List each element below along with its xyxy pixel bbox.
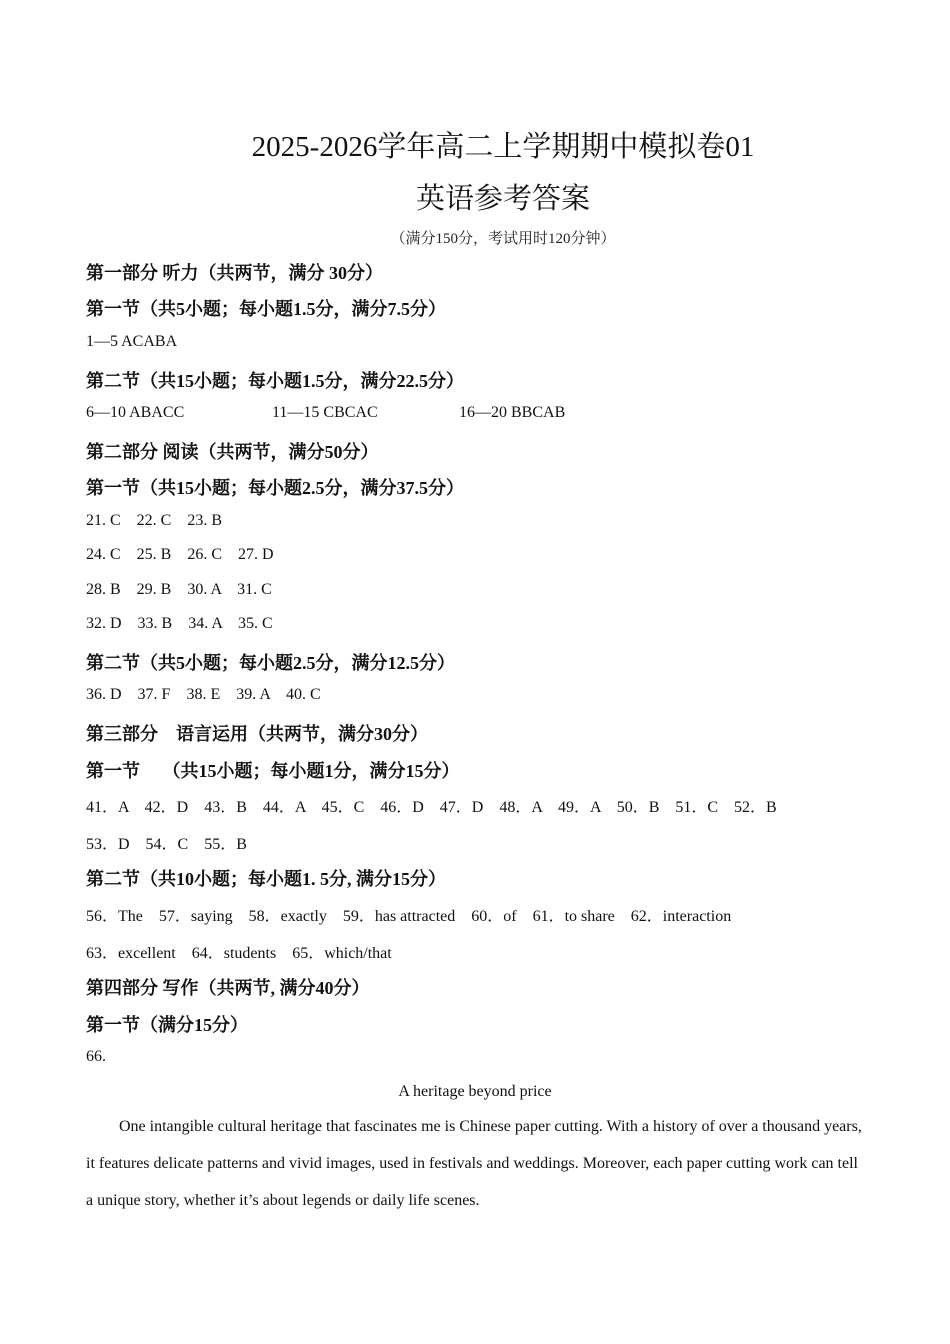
part3-heading: 第三部分 语言运用（共两节，满分30分）	[86, 724, 428, 744]
document-subtitle: 英语参考答案	[415, 183, 590, 215]
p2s2-answers: 36. D 37. F 38. E 39. A 40. C	[86, 686, 321, 703]
p1s2-answers-a: 6—10 ABACC	[86, 404, 185, 421]
p4s1-heading: 第一节（满分15分）	[86, 1015, 248, 1035]
p3s1-answers-row2: 53．D 54．C 55．B	[86, 836, 247, 853]
p1s2-heading: 第二节（共15小题；每小题1.5分，满分22.5分）	[86, 371, 464, 391]
p1s2-answers-c: 16—20 BBCAB	[459, 404, 566, 421]
p2s1-answers-row1: 21. C 22. C 23. B	[86, 512, 223, 529]
p2s1-answers-row2: 24. C 25. B 26. C 27. D	[86, 546, 274, 563]
p3s1-answers-row1: 41．A 42．D 43．B 44．A 45．C 46．D 47．D 48．A 49．A 50．B 51．C 52．B	[86, 799, 777, 816]
part4-heading: 第四部分 写作（共两节, 满分40分）	[86, 978, 370, 998]
p2s1-answers-row3: 28. B 29. B 30. A 31. C	[86, 581, 272, 598]
p3s2-heading: 第二节（共10小题；每小题1. 5分, 满分15分）	[86, 869, 446, 889]
essay-body: One intangible cultural heritage that fascinates me is Chinese paper cutting. With a history of over a thousand years, it features delicate patterns and vivid images, used in festivals and weddings. Moreover, each paper cutting work can tell a unique story, whether it’s about legends or daily life scenes.	[86, 1118, 862, 1209]
part2-heading: 第二部分 阅读（共两节，满分50分）	[86, 442, 379, 462]
p3s2-answers-row2: 63．excellent 64．students 65．which/that	[86, 945, 392, 962]
question-66-label: 66.	[86, 1048, 106, 1065]
p3s2-answers-row1: 56．The 57．saying 58．exactly 59．has attracted 60．of 61．to share 62．interaction	[86, 908, 732, 925]
p1s2-answers-b: 11—15 CBCAC	[272, 404, 378, 421]
p1s1-answers: 1—5 ACABA	[86, 333, 178, 350]
part1-heading: 第一部分 听力（共两节，满分 30分）	[86, 263, 383, 283]
p2s1-answers-row4: 32. D 33. B 34. A 35. C	[86, 615, 273, 632]
document-title: 2025-2026学年高二上学期期中模拟卷01	[251, 131, 755, 163]
p1s1-heading: 第一节（共5小题；每小题1.5分，满分7.5分）	[86, 299, 446, 319]
score-note: （满分150分，考试用时120分钟）	[390, 231, 616, 247]
p2s1-heading: 第一节（共15小题；每小题2.5分，满分37.5分）	[86, 478, 464, 498]
essay-title: A heritage beyond price	[398, 1083, 552, 1100]
p2s2-heading: 第二节（共5小题；每小题2.5分，满分12.5分）	[86, 653, 455, 673]
p3s1-heading: 第一节 （共15小题；每小题1分，满分15分）	[86, 761, 460, 781]
